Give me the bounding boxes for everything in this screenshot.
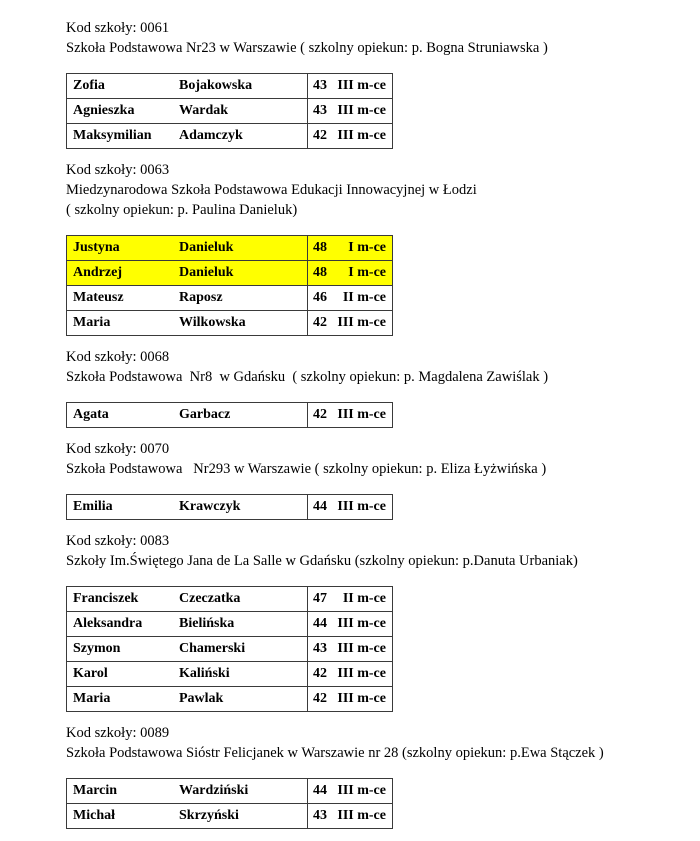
last-name-cell: Skrzyński xyxy=(179,808,239,823)
first-name-cell: Maksymilian xyxy=(73,128,152,143)
school-section xyxy=(66,160,670,336)
score-cell xyxy=(307,403,392,427)
sections-container xyxy=(66,18,670,829)
school-description-line: Miedzynarodowa Szkoła Podstawowa Edukacji Innowacyjnej w Łodzi xyxy=(66,182,477,198)
score-cell xyxy=(307,74,392,98)
place-label: III m-ce xyxy=(337,128,386,143)
first-name-cell: Szymon xyxy=(73,641,121,656)
points-value: 42 xyxy=(313,128,327,143)
results-table xyxy=(66,586,393,712)
place-label: III m-ce xyxy=(337,616,386,631)
first-name-cell: Justyna xyxy=(73,240,120,255)
results-table xyxy=(66,73,393,149)
score-cell xyxy=(307,612,392,636)
points-value: 43 xyxy=(313,78,327,93)
first-name-cell: Michał xyxy=(73,808,115,823)
place-label: III m-ce xyxy=(337,666,386,681)
first-name-cell: Zofia xyxy=(73,78,105,93)
table-row xyxy=(67,285,392,310)
table-row xyxy=(67,98,392,123)
school-code-line: Kod szkoły: 0083 xyxy=(66,533,170,549)
last-name-cell: Kaliński xyxy=(179,666,230,681)
first-name-cell: Mateusz xyxy=(73,290,124,305)
points-value: 42 xyxy=(313,407,327,422)
table-row xyxy=(67,236,392,260)
score-cell xyxy=(307,637,392,661)
table-row xyxy=(67,686,392,711)
place-label: III m-ce xyxy=(337,315,386,330)
first-name-cell: Franciszek xyxy=(73,591,139,606)
table-row xyxy=(67,260,392,285)
last-name-cell: Garbacz xyxy=(179,407,231,422)
school-code-line: Kod szkoły: 0063 xyxy=(66,162,170,178)
score-cell xyxy=(307,662,392,686)
table-row xyxy=(67,611,392,636)
last-name-cell: Wardziński xyxy=(179,783,249,798)
school-section xyxy=(66,531,670,712)
score-cell xyxy=(307,495,392,519)
place-label: III m-ce xyxy=(337,499,386,514)
points-value: 48 xyxy=(313,265,327,280)
school-code-line: Kod szkoły: 0070 xyxy=(66,441,170,457)
last-name-cell: Pawlak xyxy=(179,691,224,706)
first-name-cell: Maria xyxy=(73,691,111,706)
table-row xyxy=(67,123,392,148)
points-value: 42 xyxy=(313,691,327,706)
place-label: III m-ce xyxy=(337,691,386,706)
points-value: 46 xyxy=(313,290,327,305)
first-name-cell: Marcin xyxy=(73,783,118,798)
last-name-cell: Wilkowska xyxy=(179,315,246,330)
results-table xyxy=(66,402,393,428)
place-label: I m-ce xyxy=(348,265,386,280)
place-label: III m-ce xyxy=(337,78,386,93)
points-value: 44 xyxy=(313,783,327,798)
score-cell xyxy=(307,236,392,260)
table-row xyxy=(67,587,392,611)
last-name-cell: Bojakowska xyxy=(179,78,253,93)
first-name-cell: Andrzej xyxy=(73,265,122,280)
school-description-line: Szkoła Podstawowa Nr8 w Gdańsku ( szkolny opiekun: p. Magdalena Zawiślak ) xyxy=(66,369,549,385)
points-value: 43 xyxy=(313,808,327,823)
score-cell xyxy=(307,261,392,285)
results-table xyxy=(66,778,393,829)
last-name-cell: Chamerski xyxy=(179,641,246,656)
first-name-cell: Aleksandra xyxy=(73,616,143,631)
score-cell xyxy=(307,587,392,611)
school-section xyxy=(66,439,670,520)
last-name-cell: Adamczyk xyxy=(179,128,243,143)
table-row xyxy=(67,403,392,427)
school-description-line: ( szkolny opiekun: p. Paulina Danieluk) xyxy=(66,202,298,218)
school-code-line: Kod szkoły: 0061 xyxy=(66,20,170,36)
school-code-line: Kod szkoły: 0068 xyxy=(66,349,170,365)
last-name-cell: Czeczatka xyxy=(179,591,241,606)
first-name-cell: Agata xyxy=(73,407,109,422)
table-row xyxy=(67,310,392,335)
last-name-cell: Danieluk xyxy=(179,265,234,280)
score-cell xyxy=(307,687,392,711)
school-description-line: Szkoła Podstawowa Sióstr Felicjanek w Warszawie nr 28 (szkolny opiekun: p.Ewa Stączek ) xyxy=(66,745,604,761)
table-row xyxy=(67,779,392,803)
place-label: II m-ce xyxy=(342,290,386,305)
score-cell xyxy=(307,779,392,803)
first-name-cell: Maria xyxy=(73,315,111,330)
last-name-cell: Wardak xyxy=(179,103,229,118)
last-name-cell: Krawczyk xyxy=(179,499,241,514)
first-name-cell: Agnieszka xyxy=(73,103,135,118)
school-code-line: Kod szkoły: 0089 xyxy=(66,725,170,741)
place-label: III m-ce xyxy=(337,808,386,823)
points-value: 47 xyxy=(313,591,327,606)
school-section xyxy=(66,723,670,829)
score-cell xyxy=(307,124,392,148)
school-description-line: Szkoła Podstawowa Nr23 w Warszawie ( szkolny opiekun: p. Bogna Struniawska ) xyxy=(66,40,548,56)
table-row xyxy=(67,636,392,661)
points-value: 42 xyxy=(313,315,327,330)
table-row xyxy=(67,803,392,828)
place-label: III m-ce xyxy=(337,407,386,422)
table-row xyxy=(67,495,392,519)
points-value: 44 xyxy=(313,499,327,514)
school-description-line: Szkoła Podstawowa Nr293 w Warszawie ( szkolny opiekun: p. Eliza Łyżwińska ) xyxy=(66,461,547,477)
score-cell xyxy=(307,311,392,335)
last-name-cell: Raposz xyxy=(179,290,223,305)
first-name-cell: Karol xyxy=(73,666,108,681)
score-cell xyxy=(307,804,392,828)
points-value: 42 xyxy=(313,666,327,681)
table-row xyxy=(67,661,392,686)
score-cell xyxy=(307,99,392,123)
score-cell xyxy=(307,286,392,310)
school-description-line: Szkoły Im.Świętego Jana de La Salle w Gdańsku (szkolny opiekun: p.Danuta Urbaniak) xyxy=(66,553,578,569)
place-label: III m-ce xyxy=(337,103,386,118)
place-label: I m-ce xyxy=(348,240,386,255)
school-section xyxy=(66,18,670,149)
points-value: 43 xyxy=(313,103,327,118)
points-value: 43 xyxy=(313,641,327,656)
points-value: 48 xyxy=(313,240,327,255)
points-value: 44 xyxy=(313,616,327,631)
school-section xyxy=(66,347,670,428)
results-table xyxy=(66,494,393,520)
place-label: III m-ce xyxy=(337,641,386,656)
place-label: II m-ce xyxy=(342,591,386,606)
last-name-cell: Danieluk xyxy=(179,240,234,255)
first-name-cell: Emilia xyxy=(73,499,113,514)
place-label: III m-ce xyxy=(337,783,386,798)
results-table xyxy=(66,235,393,336)
table-row xyxy=(67,74,392,98)
last-name-cell: Bielińska xyxy=(179,616,235,631)
